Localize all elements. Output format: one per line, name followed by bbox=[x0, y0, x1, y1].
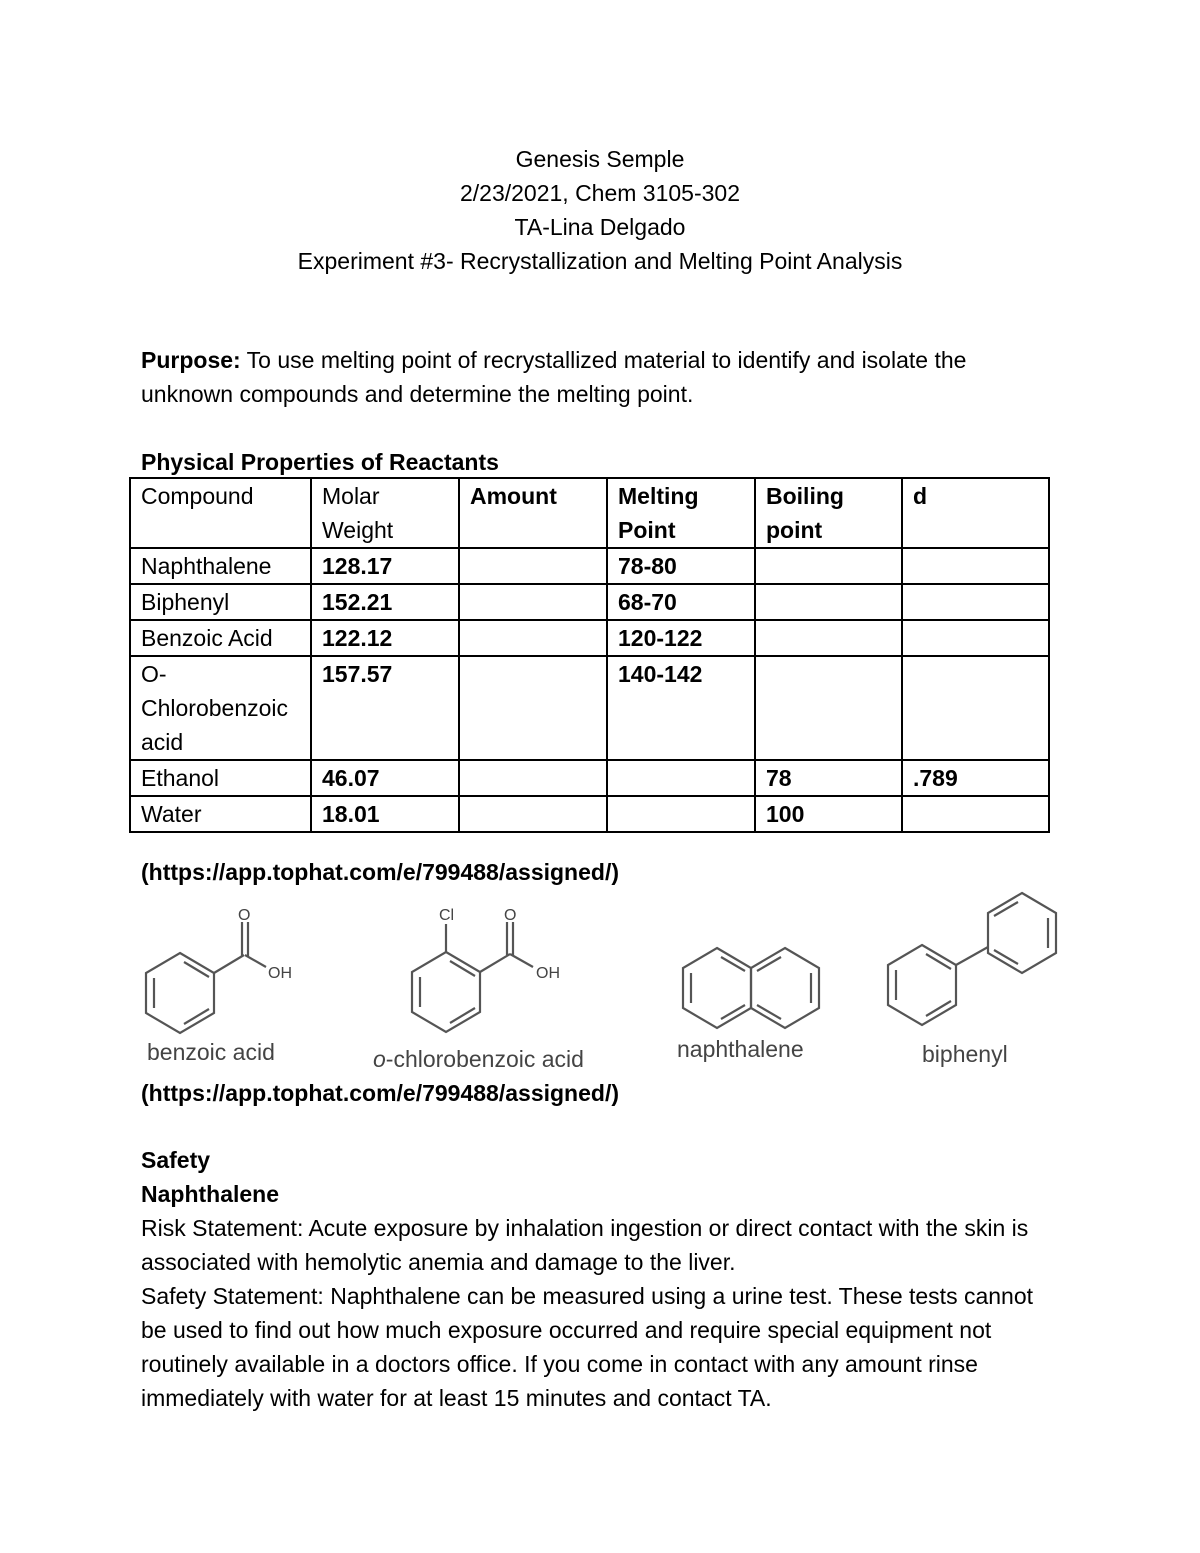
table-header-row bbox=[130, 478, 1049, 548]
author-name: Genesis Semple bbox=[515, 146, 685, 172]
table-cell: .789 bbox=[902, 760, 1049, 796]
table-cell bbox=[755, 656, 902, 760]
oxygen-atom: O bbox=[238, 907, 251, 924]
hydroxyl-group: OH bbox=[268, 965, 292, 982]
table-cell bbox=[459, 656, 607, 760]
chloro-label-rest: -chlorobenzoic acid bbox=[385, 1046, 584, 1072]
biphenyl-structure bbox=[880, 885, 1070, 1075]
compound-cell: Water bbox=[130, 796, 311, 832]
table-cell bbox=[902, 620, 1049, 656]
header-cell: d bbox=[902, 478, 1049, 548]
table-cell bbox=[755, 620, 902, 656]
source-link-2[interactable]: (https://app.tophat.com/e/799488/assigned/) bbox=[141, 1080, 619, 1106]
table-cell bbox=[459, 548, 607, 584]
table-row bbox=[130, 584, 1049, 620]
header-cell: Melting Point bbox=[607, 478, 755, 548]
table-cell bbox=[902, 796, 1049, 832]
table-cell: 128.17 bbox=[311, 548, 459, 584]
naphthalene-structure bbox=[665, 930, 840, 1070]
risk-statement: Risk Statement: Acute exposure by inhalation ingestion or direct contact with the skin is associated with hemolytic anemia and damage to the liver. bbox=[141, 1215, 1029, 1275]
table-cell bbox=[459, 796, 607, 832]
hydroxyl-group: OH bbox=[536, 965, 560, 982]
purpose-text: To use melting point of recrystallized material to identify and isolate the unknown compounds and determine the melting point. bbox=[141, 347, 967, 407]
table-cell: 18.01 bbox=[311, 796, 459, 832]
chlorine-atom: Cl bbox=[439, 907, 455, 924]
table-cell bbox=[459, 760, 607, 796]
benzoic-acid-label: benzoic acid bbox=[147, 1039, 275, 1065]
table-row bbox=[130, 656, 1049, 760]
table-cell bbox=[755, 548, 902, 584]
safety-heading: Safety bbox=[141, 1147, 211, 1173]
compound-cell: Ethanol bbox=[130, 760, 311, 796]
document-header bbox=[0, 142, 1200, 278]
table-row bbox=[130, 620, 1049, 656]
source-link-1[interactable]: (https://app.tophat.com/e/799488/assigned/) bbox=[141, 859, 619, 885]
compound-cell: O-Chlorobenzoic acid bbox=[130, 656, 311, 760]
table-title: Physical Properties of Reactants bbox=[141, 449, 499, 475]
oxygen-atom: O bbox=[504, 907, 517, 924]
table-cell bbox=[459, 620, 607, 656]
biphenyl-label: biphenyl bbox=[922, 1041, 1008, 1067]
table-cell: 157.57 bbox=[311, 656, 459, 760]
purpose-label: Purpose: bbox=[141, 347, 241, 373]
table-cell bbox=[459, 584, 607, 620]
table-cell: 68-70 bbox=[607, 584, 755, 620]
table-cell: 46.07 bbox=[311, 760, 459, 796]
table-cell bbox=[607, 796, 755, 832]
table-cell: 120-122 bbox=[607, 620, 755, 656]
compound-cell: Benzoic Acid bbox=[130, 620, 311, 656]
date-course: 2/23/2021, Chem 3105-302 bbox=[459, 180, 741, 206]
table-row bbox=[130, 796, 1049, 832]
header-cell: Molar Weight bbox=[311, 478, 459, 548]
table-cell bbox=[607, 760, 755, 796]
header-cell: Compound bbox=[130, 478, 311, 548]
compound-cell: Naphthalene bbox=[130, 548, 311, 584]
ta-name: TA-Lina Delgado bbox=[514, 214, 686, 240]
table-cell: 78-80 bbox=[607, 548, 755, 584]
table-cell: 78 bbox=[755, 760, 902, 796]
properties-table bbox=[129, 477, 1050, 833]
table-cell bbox=[755, 584, 902, 620]
o-chlorobenzoic-acid-structure bbox=[365, 900, 625, 1080]
table-cell: 140-142 bbox=[607, 656, 755, 760]
purpose-paragraph bbox=[141, 343, 1061, 411]
table-cell bbox=[902, 548, 1049, 584]
table-cell bbox=[902, 656, 1049, 760]
table-cell: 152.21 bbox=[311, 584, 459, 620]
table-row bbox=[130, 760, 1049, 796]
table-cell: 100 bbox=[755, 796, 902, 832]
compound-cell: Biphenyl bbox=[130, 584, 311, 620]
header-cell: Amount bbox=[459, 478, 607, 548]
benzoic-acid-structure bbox=[135, 900, 335, 1075]
table-cell: 122.12 bbox=[311, 620, 459, 656]
safety-statement: Safety Statement: Naphthalene can be measured using a urine test. These tests cannot be used to find out how much exposure occurred and require special equipment not routinely available in a doctors office. If you come in contact with any amount rinse immediately with water for at least 15 minutes and contact TA. bbox=[141, 1283, 1034, 1411]
experiment-title: Experiment #3- Recrystallization and Melting Point Analysis bbox=[297, 248, 903, 274]
o-chlorobenzoic-acid-label bbox=[373, 1046, 584, 1072]
table-cell bbox=[902, 584, 1049, 620]
table-row bbox=[130, 548, 1049, 584]
safety-subheading: Naphthalene bbox=[141, 1181, 280, 1207]
naphthalene-label: naphthalene bbox=[677, 1036, 804, 1062]
header-cell: Boiling point bbox=[755, 478, 902, 548]
ortho-prefix: o bbox=[373, 1046, 386, 1072]
